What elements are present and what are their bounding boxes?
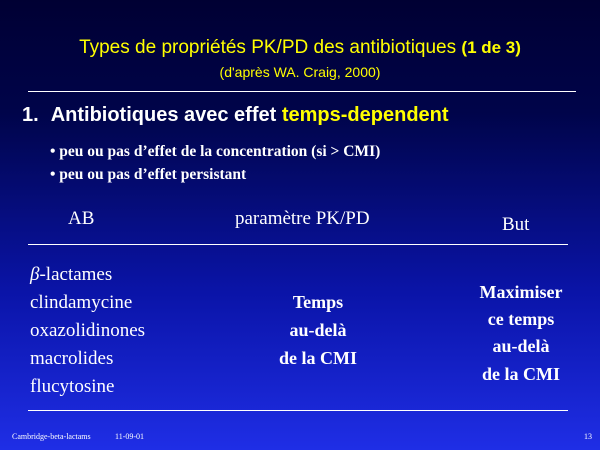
- goal-line: de la CMI: [482, 364, 560, 384]
- bullet-item: • peu ou pas d’effet persistant: [50, 166, 247, 183]
- parameter-line: Temps: [292, 292, 344, 312]
- heading-number: 1.: [22, 104, 39, 126]
- top-divider: [28, 91, 576, 92]
- goal-line: au-delà: [492, 336, 550, 356]
- goal-line: ce temps: [487, 309, 555, 329]
- parameter-line: de la CMI: [279, 348, 357, 368]
- slide-part-indicator: (1 de 3): [461, 38, 521, 57]
- antibiotic-name: -lactames: [39, 264, 113, 285]
- slide-title-text: Types de propriétés PK/PD des antibiotiques: [79, 37, 457, 58]
- slide-subtitle: (d'après WA. Craig, 2000): [219, 64, 381, 80]
- column-header-goal: But: [502, 214, 530, 235]
- heading-highlight: temps-dependent: [281, 104, 449, 126]
- bullet-item: • peu ou pas d’effet de la concentration (si > CMI): [50, 143, 381, 160]
- slide-title: [0, 36, 600, 60]
- antibiotic-item: flucytosine: [30, 376, 115, 397]
- antibiotic-item: clindamycine: [30, 292, 133, 313]
- column-header-ab: AB: [68, 208, 95, 229]
- antibiotic-item: macrolides: [30, 348, 114, 369]
- goal-line: Maximiser: [479, 282, 563, 302]
- bottom-divider: [28, 410, 568, 411]
- footer-page-number: 13: [584, 432, 592, 441]
- footer-filename: Cambridge-beta-lactams: [12, 432, 91, 441]
- parameter-line: au-delà: [289, 320, 347, 340]
- heading-text: Antibiotiques avec effet: [50, 104, 277, 126]
- beta-symbol: β: [30, 264, 40, 285]
- footer-date: 11-09-01: [115, 432, 145, 441]
- header-divider: [28, 244, 568, 245]
- column-header-parameter: paramètre PK/PD: [235, 208, 370, 229]
- antibiotic-item: oxazolidinones: [30, 320, 146, 341]
- antibiotic-item: [30, 264, 112, 286]
- section-heading: [22, 104, 449, 127]
